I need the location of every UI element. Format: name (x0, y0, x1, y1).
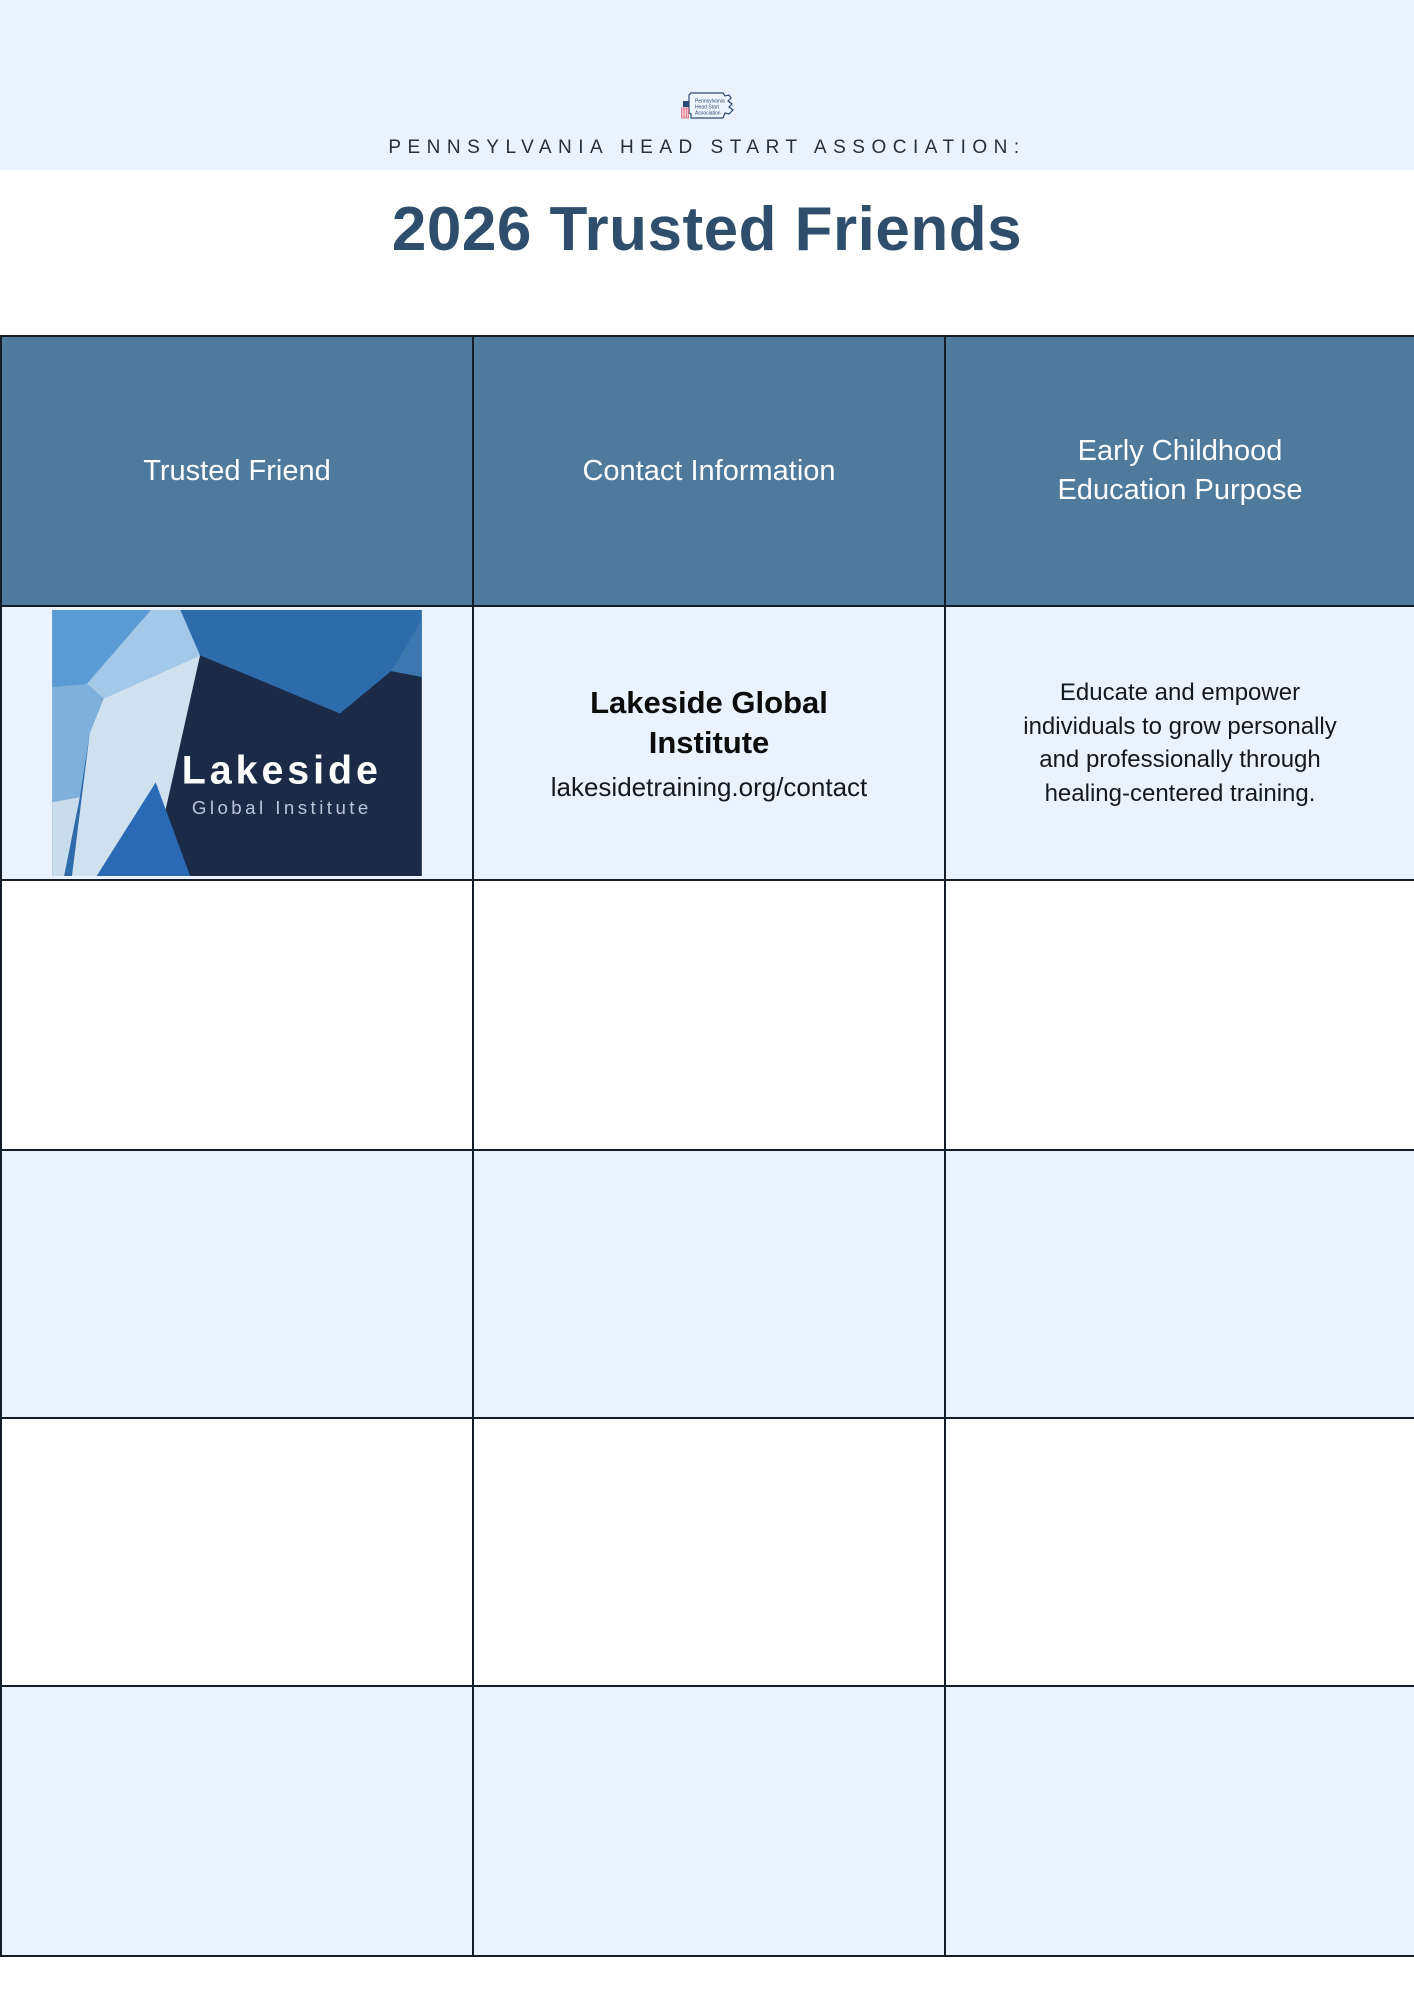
empty-cell (945, 1150, 1414, 1418)
lakeside-global-institute-logo (51, 610, 423, 876)
lakeside-logo-wordmark: Lakeside (181, 748, 382, 793)
empty-cell (945, 1418, 1414, 1686)
contact-url-link[interactable]: lakesidetraining.org/contact (550, 771, 868, 802)
empty-cell (473, 880, 945, 1150)
empty-cell (1, 880, 473, 1150)
trusted-friends-table (0, 335, 1414, 1957)
empty-cell (1, 1686, 473, 1956)
phsa-logo-text-line2: Head Start (695, 104, 719, 111)
top-banner (0, 0, 1414, 170)
table-header-row (1, 336, 1414, 606)
empty-cell (945, 880, 1414, 1150)
table-row-empty (1, 1150, 1414, 1418)
column-header-contact-information: Contact Information (473, 336, 945, 606)
column-header-education-purpose: Early Childhood Education Purpose (945, 336, 1414, 606)
purpose-text: Educate and empower individuals to grow personally and professionally through healing-centered training. (1023, 679, 1337, 807)
cell-trusted-friend-logo (1, 606, 473, 880)
table-row-empty (1, 1418, 1414, 1686)
column-header-trusted-friend: Trusted Friend (1, 336, 473, 606)
contact-organization-name: Lakeside Global Institute (590, 685, 828, 761)
table-row-empty (1, 880, 1414, 1150)
phsa-logo-text-line1: Pennsylvania (695, 98, 725, 105)
empty-cell (473, 1150, 945, 1418)
cell-education-purpose (945, 606, 1414, 880)
empty-cell (473, 1686, 945, 1956)
phsa-logo-text-line3: Association (695, 110, 721, 117)
empty-cell (945, 1686, 1414, 1956)
table-row-empty (1, 1686, 1414, 1956)
page-title: 2026 Trusted Friends (391, 195, 1023, 264)
cell-contact-information (473, 606, 945, 880)
empty-cell (1, 1418, 473, 1686)
phsa-pennsylvania-logo-icon (678, 92, 736, 122)
empty-cell (1, 1150, 473, 1418)
organization-name: PENNSYLVANIA HEAD START ASSOCIATION: (388, 137, 1026, 158)
table-row-lakeside (1, 606, 1414, 880)
empty-cell (473, 1418, 945, 1686)
lakeside-logo-subtitle: Global Institute (191, 797, 372, 819)
